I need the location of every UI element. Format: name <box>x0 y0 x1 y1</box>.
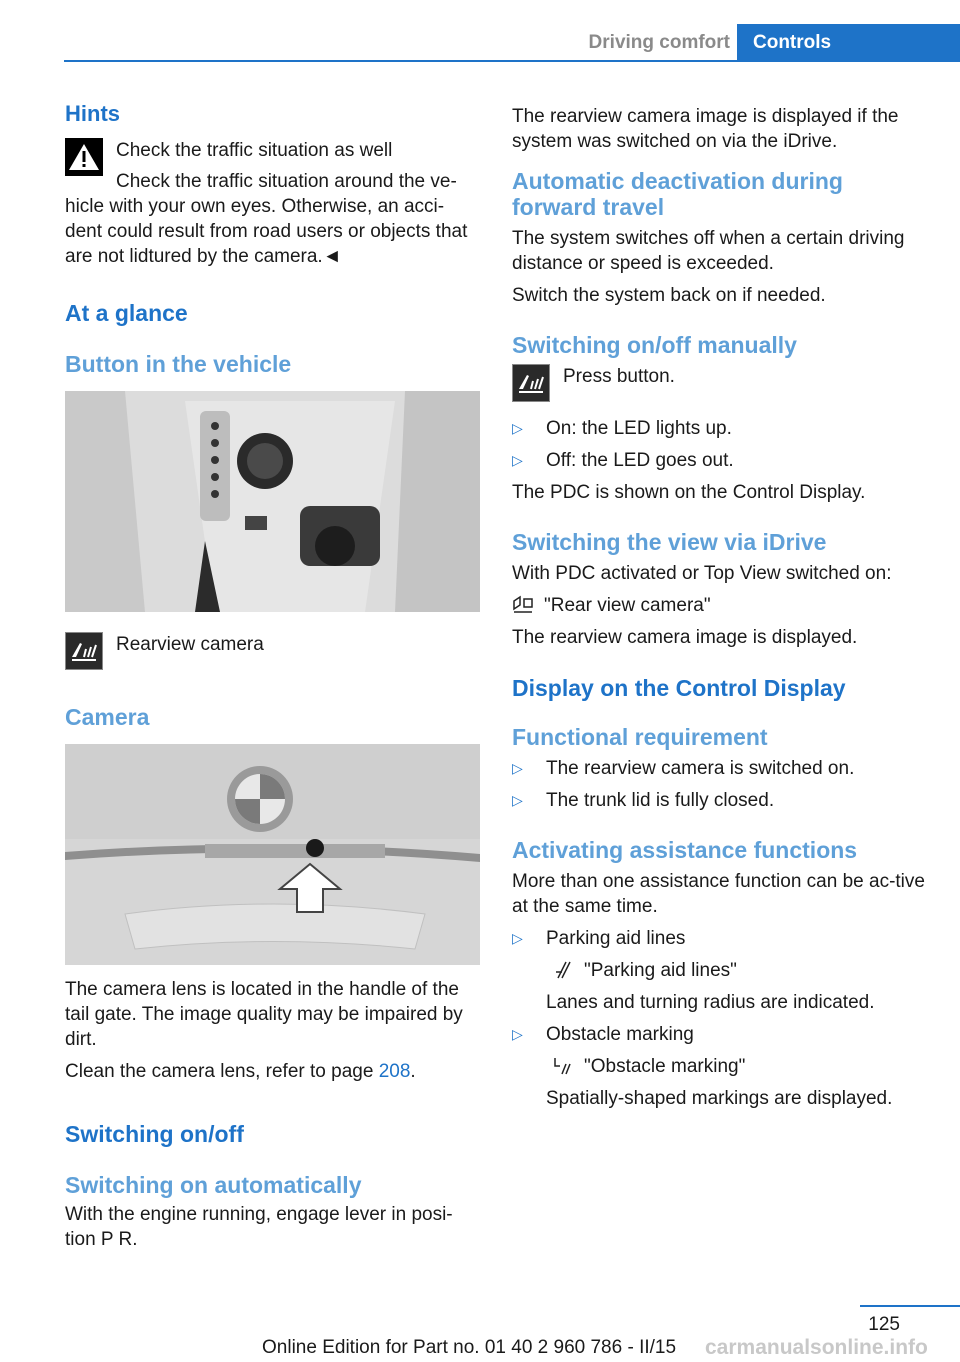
press-button-text: Press button. <box>563 366 675 387</box>
header-section: Driving comfort <box>588 32 730 53</box>
auto-deactivation-heading: Automatic deactivation during forward travel <box>512 168 843 220</box>
triangle-bullet-icon: ▷ <box>512 792 523 808</box>
list-item: ▷ On: the LED lights up. <box>512 418 732 439</box>
switching-auto-heading: Switching on automatically <box>65 1172 362 1198</box>
list-item <box>512 1022 932 1111</box>
obstacle-marking-icon <box>552 1054 574 1076</box>
manual-heading: Switching on/off manually <box>512 332 797 358</box>
clean-lens-prefix: Clean the camera lens, refer to page <box>65 1061 379 1082</box>
obstacle-label: Obstacle marking <box>546 1024 694 1045</box>
console-illustration <box>65 391 480 612</box>
warning-body: Check the traffic situation around the ve‐hicle with your own eyes. Otherwise, an acci‐dent could result from road users or objects that are not lidtured by the camera.◄ <box>65 171 468 267</box>
hints-heading: Hints <box>65 101 120 126</box>
parking-lines-menu: "Parking aid lines" <box>546 958 932 983</box>
list-item: ▷ The trunk lid is fully closed. <box>512 790 775 811</box>
triangle-bullet-icon: ▷ <box>512 1026 523 1042</box>
warning-block <box>65 136 480 269</box>
triangle-bullet-icon: ▷ <box>512 452 523 468</box>
parking-lines-icon <box>552 958 574 980</box>
assist-text: More than one assistance function can be ac‐tive at the same time. <box>512 871 925 917</box>
rearview-camera-button-row <box>65 632 480 674</box>
obstacle-desc: Spatially-shaped markings are displayed. <box>546 1088 893 1109</box>
pdc-button-icon-right <box>512 364 550 402</box>
func-req-heading: Functional requirement <box>512 724 768 750</box>
tailgate-camera-image <box>65 744 480 965</box>
page-208-link[interactable]: 208 <box>378 1061 411 1082</box>
list-item <box>512 926 932 1015</box>
parking-lines-desc: Lanes and turning radius are indicated. <box>546 992 875 1013</box>
edition-text: Online Edition for Part no. 01 40 2 960 786 - II/15 <box>262 1337 677 1358</box>
rear-view-camera-menu: "Rear view camera" <box>512 593 932 618</box>
view-heading: Switching the view via iDrive <box>512 529 827 555</box>
view-text: With PDC activated or Top View switched on: <box>512 563 892 584</box>
pdc-text: The PDC is shown on the Control Display. <box>512 482 866 503</box>
camera-icon <box>512 593 534 615</box>
page-number: 125 <box>868 1314 900 1335</box>
press-button-row <box>512 364 932 406</box>
warning-title: Check the traffic situation as well <box>116 140 393 161</box>
obstacle-menu: "Obstacle marking" <box>546 1054 932 1079</box>
switching-auto-text: With the engine running, engage lever in posi‐tion P R. <box>65 1204 453 1250</box>
header-rule <box>64 60 960 62</box>
clean-lens-text <box>65 1059 480 1084</box>
triangle-bullet-icon: ▷ <box>512 760 523 776</box>
footer-rule <box>860 1305 960 1307</box>
left-column <box>65 100 480 1252</box>
at-a-glance-heading: At a glance <box>65 300 188 326</box>
triangle-bullet-icon: ▷ <box>512 930 523 946</box>
switching-heading: Switching on/off <box>65 1121 244 1147</box>
assist-heading: Activating assistance functions <box>512 837 858 863</box>
parking-lines-label: Parking aid lines <box>546 928 686 949</box>
auto-deactivation-text: The system switches off when a certain driving distance or speed is exceeded. <box>512 228 905 274</box>
button-caption: Rearview camera <box>116 634 264 655</box>
led-list <box>512 416 932 473</box>
camera-location-text: The camera lens is located in the handle of the tail gate. The image quality may be impaired by dirt. <box>65 979 463 1050</box>
list-item: ▷ The rearview camera is switched on. <box>512 758 855 779</box>
watermark: carmanualsonline.info <box>705 1336 928 1359</box>
display-heading: Display on the Control Display <box>512 675 846 701</box>
displayed-text: The rearview camera image is displayed if the system was switched on via the iDrive. <box>512 106 899 152</box>
button-heading: Button in the vehicle <box>65 351 292 377</box>
camera-heading: Camera <box>65 704 150 730</box>
switch-back-text: Switch the system back on if needed. <box>512 285 826 306</box>
pdc-button-icon <box>65 632 103 670</box>
clean-lens-suffix: . <box>410 1061 416 1082</box>
header-chapter: Controls <box>737 24 960 62</box>
warning-icon <box>65 138 103 176</box>
assist-list <box>512 926 932 1111</box>
list-item: ▷ Off: the LED goes out. <box>512 450 734 471</box>
func-req-list <box>512 756 932 813</box>
right-column <box>512 104 932 1111</box>
image-displayed-text: The rearview camera image is displayed. <box>512 627 858 648</box>
triangle-bullet-icon: ▷ <box>512 420 523 436</box>
tailgate-illustration <box>65 744 480 965</box>
vehicle-console-image <box>65 391 480 612</box>
